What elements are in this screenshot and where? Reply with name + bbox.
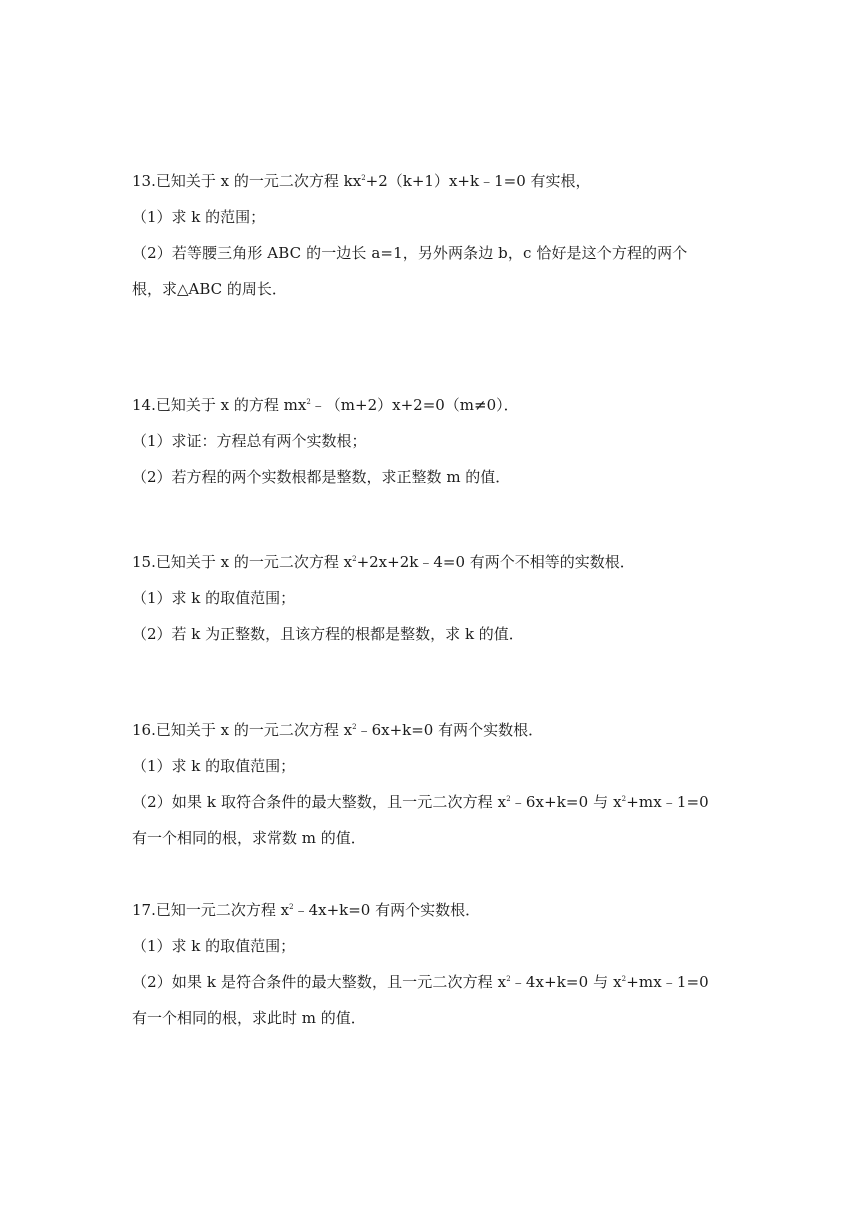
problem-15 xyxy=(132,551,732,659)
problem-number: 17. xyxy=(132,901,156,919)
problem-number: 16. xyxy=(132,721,156,739)
problem-part: （2）若 k 为正整数，且该方程的根都是整数，求 k 的值． xyxy=(132,625,524,643)
problem-13 xyxy=(132,170,732,314)
problem-part: （2）如果 k 是符合条件的最大整数，且一元二次方程 $x^2﹣4x+k=0$ 与 $x^2+mx﹣1=0$ xyxy=(132,973,709,991)
problem-number: 15. xyxy=(132,553,156,571)
problem-14 xyxy=(132,394,732,502)
problem-stem: 13.已知关于 x 的一元二次方程 $kx^2+2(k+1)x+k﹣1=0$ 有实根， xyxy=(132,172,591,190)
problem-part: 有一个相同的根，求常数 m 的值． xyxy=(132,829,366,847)
problem-part: （1）求 k 的取值范围； xyxy=(132,757,296,775)
problem-part: （2）若方程的两个实数根都是整数，求正整数 m 的值． xyxy=(132,468,511,486)
problem-part: （2）如果 k 取符合条件的最大整数，且一元二次方程 $x^2﹣6x+k=0$ 与 $x^2+mx﹣1=0$ xyxy=(132,793,709,811)
problem-stem: 17.已知一元二次方程 $x^2﹣4x+k=0$ 有两个实数根． xyxy=(132,901,481,919)
problem-16 xyxy=(132,719,732,863)
problem-part: 有一个相同的根，求此时 m 的值． xyxy=(132,1009,366,1027)
problem-stem: 14.已知关于 x 的方程 $mx^2﹣(m+2)x+2=0(m\ne 0)$． xyxy=(132,396,519,414)
problem-part: （1）求 k 的范围； xyxy=(132,208,266,226)
problem-part: （1）求 k 的取值范围； xyxy=(132,589,296,607)
problem-17 xyxy=(132,899,732,1043)
problem-part: （1）求 k 的取值范围； xyxy=(132,937,296,955)
problem-part: （1）求证：方程总有两个实数根； xyxy=(132,432,367,450)
problem-part: 根，求△ABC 的周长． xyxy=(132,280,287,298)
problem-part: （2）若等腰三角形 ABC 的一边长 a=1，另外两条边 b，c 恰好是这个方程的两个 xyxy=(132,244,688,262)
problem-stem: 16.已知关于 x 的一元二次方程 $x^2﹣6x+k=0$ 有两个实数根． xyxy=(132,721,544,739)
problem-number: 13. xyxy=(132,172,156,190)
problem-number: 14. xyxy=(132,396,156,414)
problem-stem: 15.已知关于 x 的一元二次方程 $x^2+2x+2k﹣4=0$ 有两个不相等的实数根． xyxy=(132,553,635,571)
